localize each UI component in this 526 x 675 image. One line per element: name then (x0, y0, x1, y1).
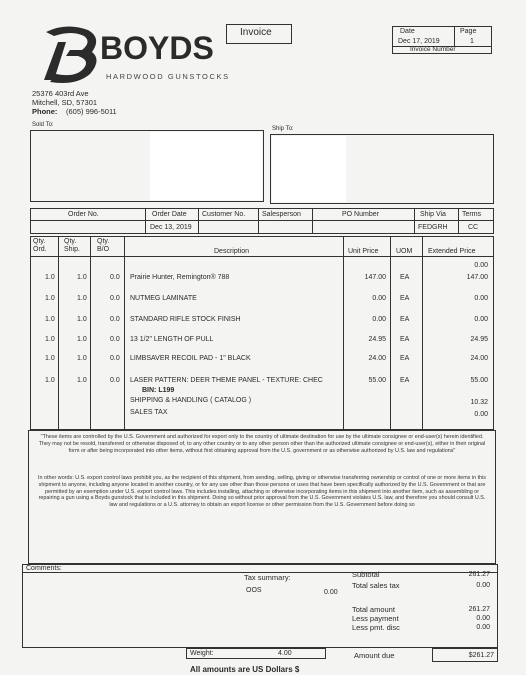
total-sales-tax-label: Total sales tax (352, 581, 400, 590)
qty-bo-cell: 0.0 (110, 355, 120, 362)
extended-price-cell: 0.00 (474, 262, 488, 269)
qty-bo-cell: 0.0 (110, 295, 120, 302)
qty-ship-cell: 1.0 (77, 377, 87, 384)
export-explanation: In other words: U.S. export control laws prohibit you, as the recipient of this shipment, from sending, selling, giving or otherwise transferring ownership or control of one or more items in this shipment to anyone, including anyone located in another country, or for any use other than those persons or uses that have been specifically authorized by the U.S. Government or that are permitted by an exemption under U.S. export control laws. This includes installing, attaching or otherwise incorporating items in this shipment into another item, such as assembling or repairing a gun using a Boyds gunstock that is included in this shipment. Doing so without prior approval from the U.S. Government violates U.S. law, and therefore you should consult U.S. law and regulations or a U.S. attorney to obtain an export license or other permission from the U.S. Government before doing so (38, 475, 486, 509)
uom-cell: EA (400, 316, 410, 323)
order-date: Dec 13, 2019 (150, 224, 192, 231)
less-pmt-disc-amount: 0.00 (476, 624, 490, 631)
total-sales-tax-amount: 0.00 (476, 582, 490, 589)
weight-value: 4.00 (278, 650, 292, 657)
qty-ship-cell: 1.0 (77, 336, 87, 343)
tax-summary-label: Tax summary: (244, 573, 291, 582)
uom-cell: EA (400, 336, 410, 343)
company-tagline: HARDWOOD GUNSTOCKS (106, 72, 230, 81)
page-number: 1 (470, 38, 474, 45)
comments-label: Comments: (26, 565, 62, 572)
company-name: BOYDS (100, 30, 214, 66)
order-date-label: Order Date (152, 211, 187, 218)
col-extended-price: Extended Price (428, 248, 476, 255)
ship-via-label: Ship Via (420, 211, 446, 218)
col-qty-bo: Qty. B/O (97, 238, 110, 253)
uom-cell: EA (400, 274, 410, 281)
shipping-amount: 10.32 (470, 399, 488, 406)
ship-via: FEDGRH (418, 224, 448, 231)
description-cell: STANDARD RIFLE STOCK FINISH (130, 316, 241, 323)
extended-price-cell: 147.00 (466, 274, 488, 281)
uom-cell: EA (400, 295, 410, 302)
footer-currency-note: All amounts are US Dollars $ (190, 665, 300, 674)
phone-label: Phone: (32, 107, 58, 116)
col-qty-ship: Qty. Ship. (64, 238, 80, 253)
extended-price-cell: 0.00 (474, 316, 488, 323)
col-unit-price: Unit Price (348, 248, 379, 255)
unit-price-cell: 24.95 (368, 336, 386, 343)
order-no-label: Order No. (68, 211, 99, 218)
description-cell: LASER PATTERN: DEER THEME PANEL - TEXTURE: CHEC (130, 377, 323, 384)
unit-price-cell: 55.00 (368, 377, 386, 384)
export-notice: "These items are controlled by the U.S. Government and authorized for export only to the country of ultimate destination for use by the ultimate consignee or end-user(s) herein identified. They may not be resold, transferred or otherwise disposed of, to any other country or to any other person other than the authorized ultimate consignee or end-user(s), either in their original form or after being incorporated into other items, without first obtaining approval from the U.S. government or as otherwise authorized by U.S. law and regulations" (38, 434, 486, 454)
page-label: Page (460, 28, 477, 35)
qty-ord-cell: 1.0 (45, 336, 55, 343)
terms-label: Terms (462, 211, 482, 218)
redacted-block (150, 132, 262, 200)
unit-price-cell: 0.00 (372, 295, 386, 302)
po-number-label: PO Number (342, 211, 379, 218)
boyds-logo-icon (36, 24, 106, 86)
invoice-title: Invoice (240, 27, 272, 38)
qty-ord-cell: 1.0 (45, 274, 55, 281)
company-phone: (605) 996-5011 (66, 107, 117, 116)
col-description: Description (214, 248, 250, 255)
qty-bo-cell: 0.0 (110, 274, 120, 281)
line-items-table (30, 236, 494, 430)
qty-ship-cell: 1.0 (77, 295, 87, 302)
company-address-line2: Mitchell, SD, 57301 (32, 98, 98, 107)
col-uom: UOM (396, 248, 413, 255)
total-amount-label: Total amount (352, 605, 395, 614)
qty-ship-cell: 1.0 (77, 274, 87, 281)
unit-price-cell: 0.00 (372, 316, 386, 323)
invoice-number-label: Invoice Number (410, 46, 456, 53)
extended-price-cell: 24.00 (470, 355, 488, 362)
redacted-block (272, 136, 346, 202)
sold-to-label: Sold To: (32, 122, 54, 128)
salesperson-label: Salesperson (262, 211, 301, 218)
extended-price-cell: 0.00 (474, 295, 488, 302)
bin-location: BIN: L199 (142, 387, 175, 394)
less-payment-amount: 0.00 (476, 615, 490, 622)
amount-due: $261.27 (468, 652, 494, 659)
qty-bo-cell: 0.0 (110, 336, 120, 343)
unit-price-cell: 147.00 (364, 274, 386, 281)
qty-ord-cell: 1.0 (45, 295, 55, 302)
less-pmt-disc-label: Less pmt. disc (352, 623, 400, 632)
date-label: Date (400, 28, 415, 35)
col-qty-ord: Qty. Ord. (33, 238, 47, 253)
customer-no-label: Customer No. (202, 211, 246, 218)
uom-cell: EA (400, 355, 410, 362)
qty-ship-cell: 1.0 (77, 316, 87, 323)
subtotal-amount: 261.27 (468, 571, 490, 578)
ship-to-label: Ship To: (272, 126, 294, 132)
description-cell: LIMBSAVER RECOIL PAD - 1" BLACK (130, 355, 251, 362)
qty-ord-cell: 1.0 (45, 355, 55, 362)
sales-tax-amount: 0.00 (474, 411, 488, 418)
description-cell: 13 1/2" LENGTH OF PULL (130, 336, 214, 343)
tax-code: OOS (246, 587, 262, 594)
qty-ord-cell: 1.0 (45, 377, 55, 384)
amount-due-label: Amount due (354, 651, 395, 660)
terms: CC (468, 224, 479, 231)
tax-code-amount: 0.00 (324, 589, 338, 596)
subtotal-label: Subtotal (352, 570, 380, 579)
shipping-label: SHIPPING & HANDLING ( CATALOG ) (130, 397, 252, 404)
qty-ship-cell: 1.0 (77, 355, 87, 362)
sales-tax-label: SALES TAX (130, 409, 168, 416)
total-amount: 261.27 (468, 606, 490, 613)
less-payment-label: Less payment (352, 614, 399, 623)
description-cell: NUTMEG LAMINATE (130, 295, 197, 302)
description-cell: Prairie Hunter, Remington® 788 (130, 274, 230, 281)
invoice-date: Dec 17, 2019 (398, 38, 440, 45)
unit-price-cell: 24.00 (368, 355, 386, 362)
company-address-line1: 25376 403rd Ave (32, 89, 89, 98)
extended-price-cell: 24.95 (470, 336, 488, 343)
extended-price-cell: 55.00 (470, 377, 488, 384)
uom-cell: EA (400, 377, 410, 384)
weight-label: Weight: (190, 650, 214, 657)
qty-bo-cell: 0.0 (110, 377, 120, 384)
qty-ord-cell: 1.0 (45, 316, 55, 323)
qty-bo-cell: 0.0 (110, 316, 120, 323)
